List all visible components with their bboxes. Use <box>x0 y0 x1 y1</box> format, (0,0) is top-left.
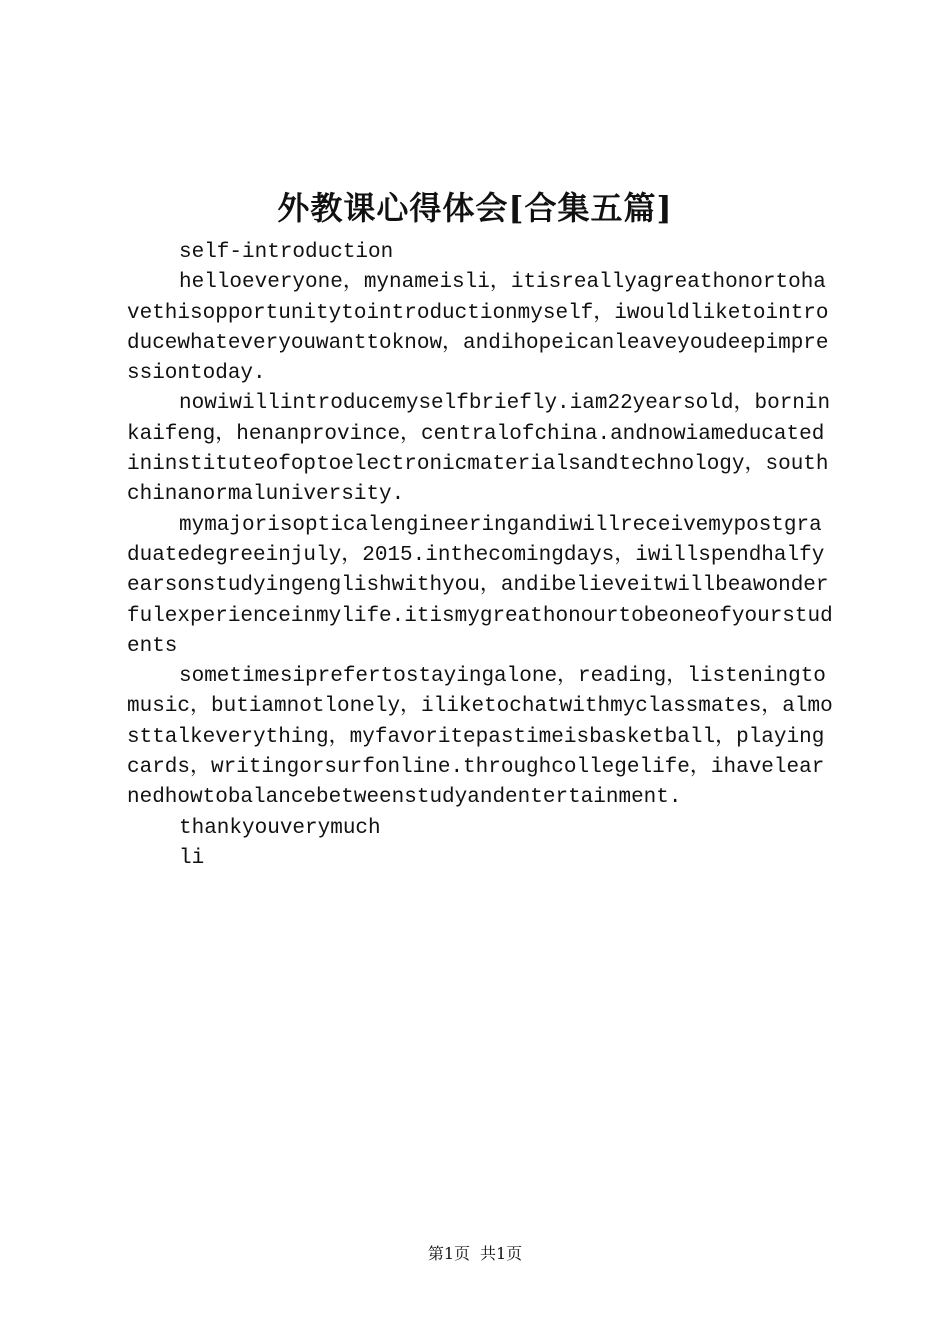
paragraph: sometimesiprefertostayingalone，reading，listeningtomusic，butiamnotlonely，iliketochatwithmyclassmates，almosttalkeverything，myfavoritepastimeisbasketball，playingcards，writingorsurfonline.throughcollegelife，ihavelearnedhowtobalancebetweenstudyandentertainment. <box>127 665 833 810</box>
document-body <box>127 238 833 874</box>
page-number: 第1页 <box>427 1244 470 1263</box>
paragraph: helloeveryone，mynameisli，itisreallyagreathonortohavethisopportunitytointroductionmyself，iwouldliketointroducewhateveryouwanttoknow，andihopeicanleaveyoudeepimpressiontoday. <box>127 271 829 386</box>
paragraph: mymajorisopticalengineeringandiwillreceivemypostgraduatedegreeinjuly，2015.inthecomingdays，iwillspendhalfyearsonstudyingenglishwithyou，andibelieveitwillbeawonderfulexperienceinmylife.itismygreathonourtobeoneofyourstudents <box>127 513 833 658</box>
paragraph: nowiwillintroducemyselfbriefly.iam22yearsold，borninkaifeng，henanprovince，centralofchina.andnowiameducatedininstituteofoptoelectronicmaterialsandtechnology，southchinanormaluniversity. <box>127 392 831 507</box>
paragraph-signature: li <box>179 846 205 870</box>
document-title: 外教课心得体会[合集五篇] <box>277 189 673 227</box>
page-count: 共1页 <box>480 1244 523 1263</box>
page-footer <box>0 1243 950 1265</box>
paragraph-closing: thankyouverymuch <box>179 816 381 840</box>
paragraph-heading: self-introduction <box>179 241 394 264</box>
